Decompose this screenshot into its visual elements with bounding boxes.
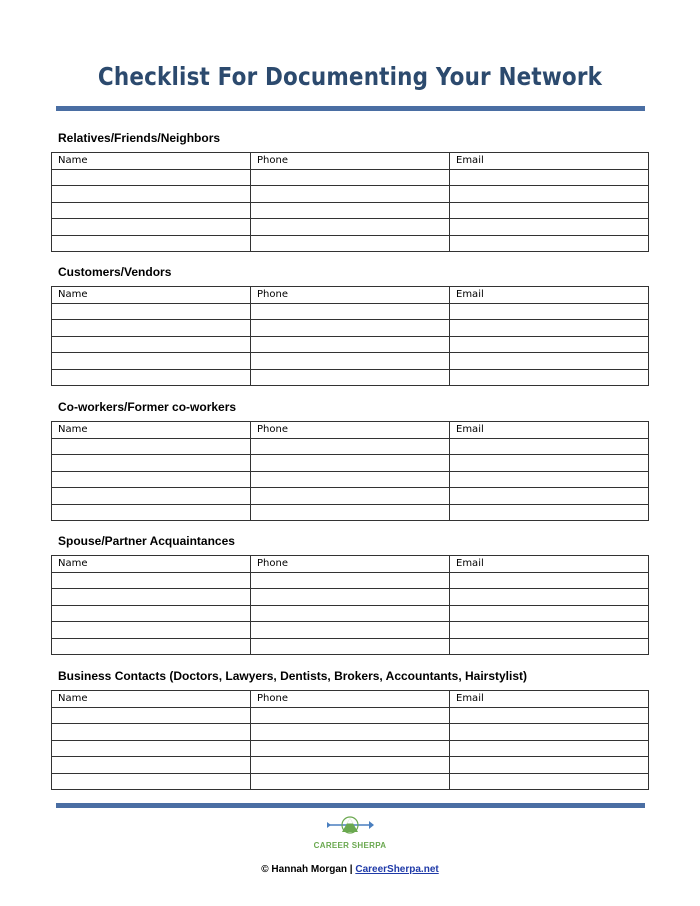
name-cell[interactable] bbox=[52, 219, 251, 236]
phone-cell[interactable] bbox=[251, 169, 450, 186]
phone-cell[interactable] bbox=[251, 438, 450, 455]
phone-cell[interactable] bbox=[251, 471, 450, 488]
name-cell[interactable] bbox=[52, 336, 251, 353]
email-cell[interactable] bbox=[450, 303, 649, 320]
section-relatives bbox=[51, 131, 649, 252]
section-title: Co-workers/Former co-workers bbox=[58, 400, 237, 414]
column-header-phone: Phone bbox=[251, 153, 450, 170]
name-cell[interactable] bbox=[52, 707, 251, 724]
contact-table bbox=[51, 152, 649, 252]
phone-cell[interactable] bbox=[251, 455, 450, 472]
phone-cell[interactable] bbox=[251, 186, 450, 203]
footer-separator: | bbox=[346, 864, 356, 875]
name-cell[interactable] bbox=[52, 438, 251, 455]
section-title: Relatives/Friends/Neighbors bbox=[58, 131, 221, 145]
table-row bbox=[52, 471, 649, 488]
name-cell[interactable] bbox=[52, 773, 251, 790]
name-cell[interactable] bbox=[52, 353, 251, 370]
phone-cell[interactable] bbox=[251, 202, 450, 219]
phone-cell[interactable] bbox=[251, 369, 450, 386]
table-row bbox=[52, 369, 649, 386]
phone-cell[interactable] bbox=[251, 724, 450, 741]
email-cell[interactable] bbox=[450, 169, 649, 186]
phone-cell[interactable] bbox=[251, 605, 450, 622]
email-cell[interactable] bbox=[450, 572, 649, 589]
column-header-name: Name bbox=[52, 556, 251, 573]
table-row bbox=[52, 572, 649, 589]
contact-table bbox=[51, 555, 649, 655]
table-row bbox=[52, 438, 649, 455]
email-cell[interactable] bbox=[450, 740, 649, 757]
column-header-phone: Phone bbox=[251, 422, 450, 439]
table-header-row bbox=[52, 556, 649, 573]
table-row bbox=[52, 589, 649, 606]
email-cell[interactable] bbox=[450, 488, 649, 505]
table-header-row bbox=[52, 153, 649, 170]
table-row bbox=[52, 186, 649, 203]
table-row bbox=[52, 757, 649, 774]
email-cell[interactable] bbox=[450, 773, 649, 790]
contact-table bbox=[51, 690, 649, 790]
email-cell[interactable] bbox=[450, 336, 649, 353]
footer bbox=[0, 864, 700, 875]
phone-cell[interactable] bbox=[251, 353, 450, 370]
name-cell[interactable] bbox=[52, 622, 251, 639]
column-header-email: Email bbox=[450, 422, 649, 439]
column-header-email: Email bbox=[450, 691, 649, 708]
email-cell[interactable] bbox=[450, 235, 649, 252]
table-row bbox=[52, 773, 649, 790]
column-header-name: Name bbox=[52, 691, 251, 708]
phone-cell[interactable] bbox=[251, 589, 450, 606]
table-header-row bbox=[52, 422, 649, 439]
email-cell[interactable] bbox=[450, 504, 649, 521]
phone-cell[interactable] bbox=[251, 740, 450, 757]
phone-cell[interactable] bbox=[251, 757, 450, 774]
column-header-email: Email bbox=[450, 153, 649, 170]
name-cell[interactable] bbox=[52, 471, 251, 488]
table-row bbox=[52, 740, 649, 757]
column-header-name: Name bbox=[52, 153, 251, 170]
email-cell[interactable] bbox=[450, 605, 649, 622]
email-cell[interactable] bbox=[450, 320, 649, 337]
section-customers bbox=[51, 265, 649, 386]
career-sherpa-logo bbox=[310, 814, 390, 854]
career-sherpa-link[interactable]: CareerSherpa.net bbox=[355, 864, 439, 875]
column-header-phone: Phone bbox=[251, 691, 450, 708]
column-header-phone: Phone bbox=[251, 287, 450, 304]
email-cell[interactable] bbox=[450, 757, 649, 774]
email-cell[interactable] bbox=[450, 707, 649, 724]
table-row bbox=[52, 488, 649, 505]
section-title: Customers/Vendors bbox=[58, 265, 172, 279]
phone-cell[interactable] bbox=[251, 773, 450, 790]
name-cell[interactable] bbox=[52, 638, 251, 655]
table-row bbox=[52, 336, 649, 353]
table-row bbox=[52, 724, 649, 741]
section-title: Business Contacts (Doctors, Lawyers, Dentists, Brokers, Accountants, Hairstylist) bbox=[58, 669, 528, 683]
section-business-contacts bbox=[51, 669, 649, 790]
column-header-email: Email bbox=[450, 556, 649, 573]
name-cell[interactable] bbox=[52, 169, 251, 186]
column-header-name: Name bbox=[52, 287, 251, 304]
table-row bbox=[52, 638, 649, 655]
name-cell[interactable] bbox=[52, 369, 251, 386]
phone-cell[interactable] bbox=[251, 488, 450, 505]
phone-cell[interactable] bbox=[251, 572, 450, 589]
table-row bbox=[52, 622, 649, 639]
email-cell[interactable] bbox=[450, 471, 649, 488]
email-cell[interactable] bbox=[450, 438, 649, 455]
table-row bbox=[52, 169, 649, 186]
name-cell[interactable] bbox=[52, 235, 251, 252]
table-row bbox=[52, 235, 649, 252]
table-row bbox=[52, 455, 649, 472]
logo-text: CAREER SHERPA bbox=[313, 841, 387, 850]
phone-cell[interactable] bbox=[251, 235, 450, 252]
email-cell[interactable] bbox=[450, 219, 649, 236]
name-cell[interactable] bbox=[52, 504, 251, 521]
phone-cell[interactable] bbox=[251, 707, 450, 724]
table-row bbox=[52, 353, 649, 370]
phone-cell[interactable] bbox=[251, 622, 450, 639]
top-rule bbox=[56, 106, 645, 111]
table-header-row bbox=[52, 287, 649, 304]
email-cell[interactable] bbox=[450, 186, 649, 203]
section-coworkers bbox=[51, 400, 649, 521]
phone-cell[interactable] bbox=[251, 219, 450, 236]
name-cell[interactable] bbox=[52, 320, 251, 337]
table-row bbox=[52, 219, 649, 236]
page-title: Checklist For Documenting Your Network bbox=[97, 62, 603, 91]
email-cell[interactable] bbox=[450, 455, 649, 472]
contact-table bbox=[51, 286, 649, 386]
name-cell[interactable] bbox=[52, 757, 251, 774]
phone-cell[interactable] bbox=[251, 638, 450, 655]
name-cell[interactable] bbox=[52, 724, 251, 741]
table-row bbox=[52, 202, 649, 219]
name-cell[interactable] bbox=[52, 589, 251, 606]
name-cell[interactable] bbox=[52, 303, 251, 320]
table-row bbox=[52, 303, 649, 320]
table-row bbox=[52, 605, 649, 622]
section-title: Spouse/Partner Acquaintances bbox=[58, 534, 235, 548]
name-cell[interactable] bbox=[52, 605, 251, 622]
section-spouse-acquaintances bbox=[51, 534, 649, 655]
email-cell[interactable] bbox=[450, 589, 649, 606]
name-cell[interactable] bbox=[52, 572, 251, 589]
column-header-name: Name bbox=[52, 422, 251, 439]
bottom-rule bbox=[56, 803, 645, 808]
email-cell[interactable] bbox=[450, 353, 649, 370]
email-cell[interactable] bbox=[450, 638, 649, 655]
phone-cell[interactable] bbox=[251, 336, 450, 353]
phone-cell[interactable] bbox=[251, 504, 450, 521]
name-cell[interactable] bbox=[52, 740, 251, 757]
contact-table bbox=[51, 421, 649, 521]
name-cell[interactable] bbox=[52, 455, 251, 472]
phone-cell[interactable] bbox=[251, 303, 450, 320]
table-header-row bbox=[52, 691, 649, 708]
table-row bbox=[52, 504, 649, 521]
name-cell[interactable] bbox=[52, 186, 251, 203]
email-cell[interactable] bbox=[450, 724, 649, 741]
table-row bbox=[52, 320, 649, 337]
copyright-text: © Hannah Morgan bbox=[261, 864, 347, 875]
column-header-email: Email bbox=[450, 287, 649, 304]
email-cell[interactable] bbox=[450, 369, 649, 386]
table-row bbox=[52, 707, 649, 724]
email-cell[interactable] bbox=[450, 202, 649, 219]
name-cell[interactable] bbox=[52, 202, 251, 219]
email-cell[interactable] bbox=[450, 622, 649, 639]
name-cell[interactable] bbox=[52, 488, 251, 505]
phone-cell[interactable] bbox=[251, 320, 450, 337]
mountain-arrow-icon bbox=[325, 814, 375, 836]
column-header-phone: Phone bbox=[251, 556, 450, 573]
